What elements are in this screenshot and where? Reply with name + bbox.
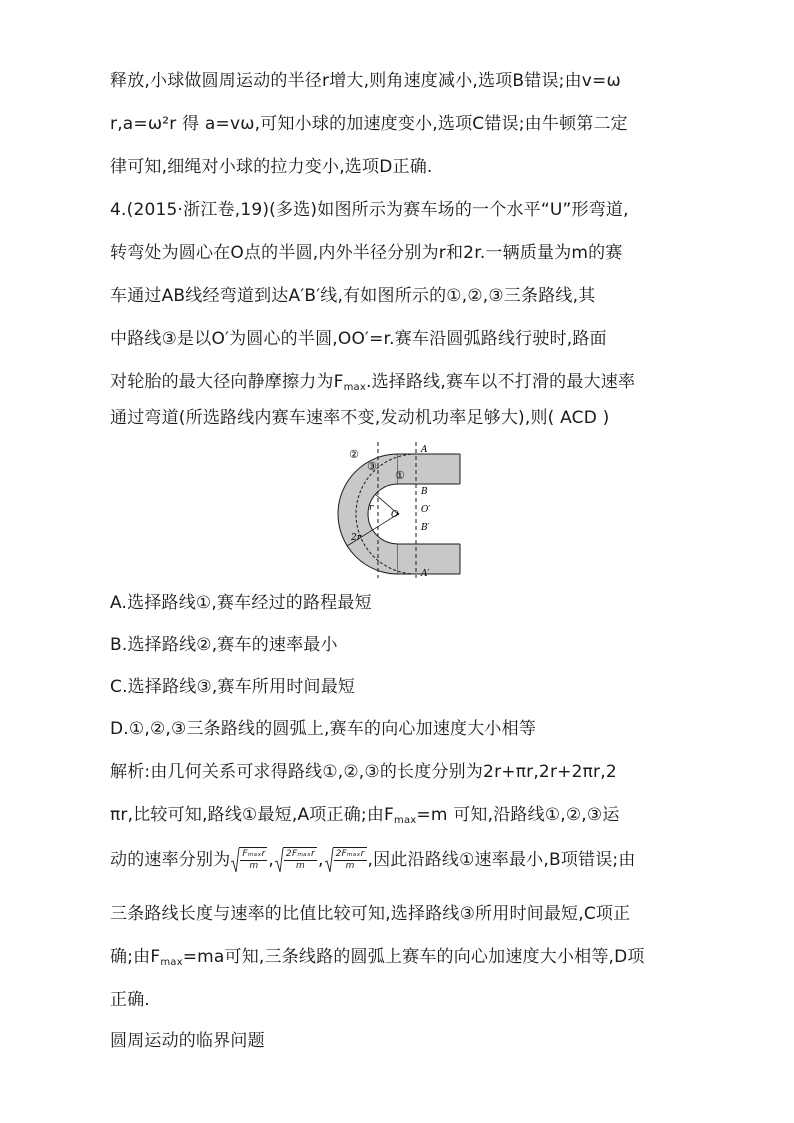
label-route-2: ② xyxy=(349,448,359,461)
text-span: 确;由F xyxy=(110,947,161,967)
analysis-line: 解析:由几何关系可求得路线①,②,③的长度分别为2r+πr,2r+2πr,2 xyxy=(110,762,617,782)
text-span: πr,比较可知,路线①最短,A项正确;由F xyxy=(110,805,395,825)
radical-sign xyxy=(275,847,284,873)
label-2r: 2r xyxy=(351,533,362,543)
fraction-numerator: 2Fₘₐₓr xyxy=(335,848,365,859)
fraction-numerator: Fₘₐₓr xyxy=(242,848,266,859)
question-line xyxy=(110,371,690,399)
analysis-line: 三条路线长度与速率的比值比较可知,选择路线③所用时间最短,C项正 xyxy=(110,904,631,924)
question-line: 中路线③是以O′为圆心的半圆,OO′=r.赛车沿圆弧路线行驶时,路面 xyxy=(110,329,607,349)
label-O-prime: O′ xyxy=(421,505,431,515)
sqrt-fraction xyxy=(275,849,317,872)
question-line: 通过弯道(所选路线内赛车速率不变,发动机功率足够大),则( ACD ) xyxy=(110,408,610,428)
label-B: B xyxy=(421,487,428,497)
subscript: max xyxy=(394,815,417,826)
radical-sign xyxy=(325,847,334,873)
label-O: O xyxy=(391,510,399,520)
section-heading: 圆周运动的临界问题 xyxy=(110,1031,265,1051)
track-straight-top xyxy=(398,454,460,484)
fraction-numerator: 2Fₘₐₓr xyxy=(286,848,315,859)
text-span: ,因此沿路线①速率最小,B项错误;由 xyxy=(367,850,636,870)
fraction-denominator: m xyxy=(296,860,305,871)
u-track-diagram xyxy=(325,438,475,580)
option-c: C.选择路线③,赛车所用时间最短 xyxy=(110,677,356,697)
sqrt-fraction xyxy=(231,849,267,872)
fraction-denominator: m xyxy=(345,860,355,871)
option-b: B.选择路线②,赛车的速率最小 xyxy=(110,635,338,655)
label-r: r xyxy=(369,503,374,513)
question-line: 转弯处为圆心在O点的半圆,内外半径分别为r和2r.一辆质量为m的赛 xyxy=(110,243,623,263)
text-line: 释放,小球做圆周运动的半径r增大,则角速度减小,选项B错误;由v=ω xyxy=(110,71,621,91)
text-span: 动的速率分别为 xyxy=(110,850,231,870)
u-track-figure xyxy=(325,438,475,580)
radical-sign xyxy=(231,847,240,873)
analysis-line: 动的速率分别为 $\frac{\text{Fₘₐₓr}}{m}$ , $\frac{\text{2Fₘₐₓr}}{m}$ , $\frac{\text{2Fₘₐₓr}}{m}$ ,因此沿路线①速率最小,B项错误;由 xyxy=(110,848,636,871)
label-route-3: ③ xyxy=(367,460,377,473)
option-a: A.选择路线①,赛车经过的路程最短 xyxy=(110,593,372,613)
text-span: .选择路线,赛车以不打滑的最大速率 xyxy=(365,372,636,392)
analysis-line: 正确. xyxy=(110,990,151,1010)
text-line: 律可知,细绳对小球的拉力变小,选项D正确. xyxy=(110,157,433,177)
sqrt-fraction xyxy=(325,849,367,872)
label-B-prime: B′ xyxy=(421,523,430,533)
text-span: 对轮胎的最大径向静摩擦力为F xyxy=(110,372,344,392)
subscript: max xyxy=(160,957,183,968)
label-route-1: ① xyxy=(395,469,405,482)
text-span: =ma可知,三条线路的圆弧上赛车的向心加速度大小相等,D项 xyxy=(182,947,645,967)
text-line: r,a=ω²r 得 a=vω,可知小球的加速度变小,选项C错误;由牛顿第二定 xyxy=(110,114,628,134)
label-A-prime: A′ xyxy=(421,569,430,579)
label-A: A xyxy=(421,445,428,455)
question-line: 车通过AB线经弯道到达A′B′线,有如图所示的①,②,③三条路线,其 xyxy=(110,286,596,306)
fraction-denominator: m xyxy=(249,860,259,871)
subscript: max xyxy=(343,382,366,393)
analysis-line xyxy=(110,804,690,832)
option-d: D.①,②,③三条路线的圆弧上,赛车的向心加速度大小相等 xyxy=(110,719,537,739)
text-span: =m 可知,沿路线①,②,③运 xyxy=(416,805,620,825)
question-line: 4.(2015·浙江卷,19)(多选)如图所示为赛车场的一个水平“U”形弯道, xyxy=(110,200,629,220)
analysis-line xyxy=(110,946,690,974)
